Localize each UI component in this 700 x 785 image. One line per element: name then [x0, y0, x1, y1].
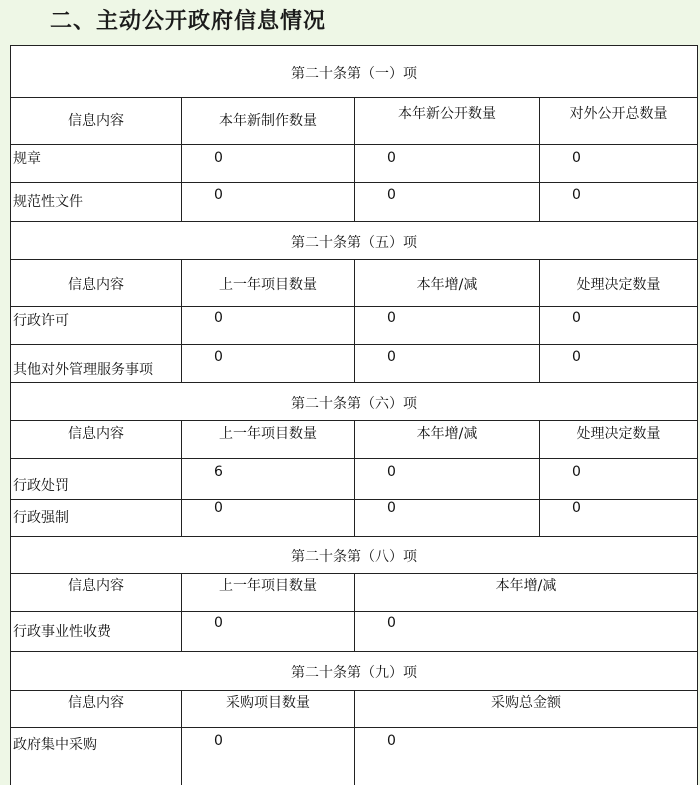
row-label: 行政事业性收费 — [13, 624, 111, 640]
table-row — [11, 145, 697, 183]
header-cell: 本年增/减 — [354, 574, 697, 611]
row-value: 0 — [181, 345, 354, 382]
row-value: 0 — [539, 307, 697, 344]
row-value: 0 — [354, 307, 539, 344]
section-title-row — [11, 46, 697, 98]
row-label: 规章 — [13, 151, 41, 167]
section-title: 第二十条第（八）项 — [291, 549, 417, 565]
table-row — [11, 307, 697, 345]
row-value: 0 — [181, 500, 354, 536]
header-cell: 处理决定数量 — [539, 260, 697, 306]
header-row — [11, 98, 697, 145]
row-label: 行政处罚 — [13, 478, 69, 494]
row-value: 0 — [354, 183, 539, 221]
table-row — [11, 345, 697, 383]
row-value: 0 — [181, 728, 354, 785]
page-title: 二、主动公开政府信息情况 — [50, 9, 327, 34]
row-value: 6 — [181, 459, 354, 499]
table-row — [11, 728, 697, 785]
row-value: 0 — [539, 145, 697, 182]
section-title: 第二十条第（六）项 — [291, 396, 417, 412]
header-cell: 采购项目数量 — [181, 691, 354, 727]
header-cell: 本年新制作数量 — [181, 98, 354, 144]
header-row — [11, 260, 697, 307]
section-title: 第二十条第（九）项 — [291, 665, 417, 681]
row-value: 0 — [181, 145, 354, 182]
row-value: 0 — [181, 307, 354, 344]
row-value: 0 — [354, 500, 539, 536]
table-row — [11, 459, 697, 500]
header-cell: 本年增/减 — [354, 421, 539, 458]
header-cell: 采购总金额 — [354, 691, 697, 727]
section-title: 第二十条第（五）项 — [291, 235, 417, 251]
section-title-row — [11, 652, 697, 691]
table-row — [11, 500, 697, 537]
row-value: 0 — [539, 459, 697, 499]
section-title-row — [11, 222, 697, 260]
header-cell: 处理决定数量 — [539, 421, 697, 458]
table-row — [11, 183, 697, 222]
row-value: 0 — [539, 500, 697, 536]
section-title: 第二十条第（一）项 — [291, 66, 417, 82]
header-cell: 上一年项目数量 — [181, 574, 354, 611]
row-label: 行政许可 — [13, 313, 69, 329]
table-row — [11, 612, 697, 652]
section-title-row — [11, 537, 697, 574]
row-value: 0 — [354, 345, 539, 382]
header-cell: 上一年项目数量 — [181, 421, 354, 458]
header-row — [11, 574, 697, 612]
row-value: 0 — [354, 145, 539, 182]
row-value: 0 — [354, 728, 697, 785]
row-value: 0 — [539, 345, 697, 382]
disclosure-table — [10, 45, 698, 785]
header-cell: 上一年项目数量 — [181, 260, 354, 306]
row-label: 行政强制 — [13, 510, 69, 526]
row-value: 0 — [181, 183, 354, 221]
header-cell: 本年增/减 — [354, 260, 539, 306]
row-value: 0 — [181, 612, 354, 651]
row-label: 政府集中采购 — [13, 737, 97, 753]
header-cell: 信息内容 — [68, 578, 124, 594]
header-row — [11, 691, 697, 728]
row-value: 0 — [354, 612, 697, 651]
header-cell: 本年新公开数量 — [354, 98, 539, 144]
section-title-row — [11, 383, 697, 421]
row-label: 规范性文件 — [13, 194, 83, 210]
row-value: 0 — [354, 459, 539, 499]
row-value: 0 — [539, 183, 697, 221]
header-row — [11, 421, 697, 459]
header-cell: 信息内容 — [68, 113, 124, 129]
header-cell: 信息内容 — [68, 695, 124, 711]
header-cell: 信息内容 — [68, 277, 124, 293]
row-label: 其他对外管理服务事项 — [13, 362, 153, 378]
header-cell: 信息内容 — [68, 426, 124, 442]
header-cell: 对外公开总数量 — [539, 98, 697, 144]
